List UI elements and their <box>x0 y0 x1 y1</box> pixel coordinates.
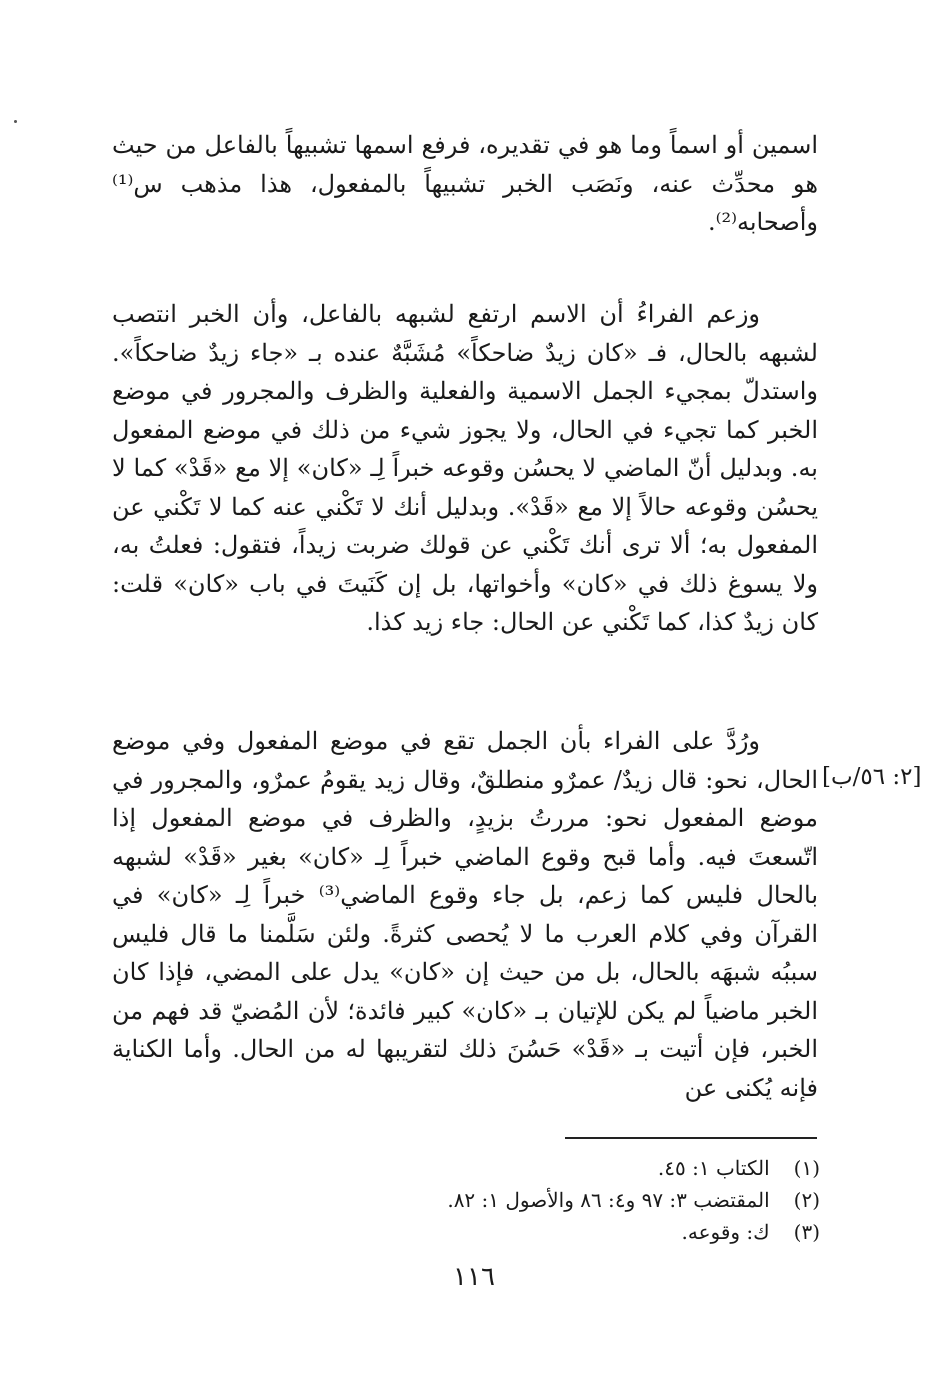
footnote-1 <box>300 1152 820 1184</box>
paragraph-2-text: وزعم الفراءُ أن الاسم ارتفع لشبهه بالفاعل، وأن الخبر انتصب لشبهه بالحال، فـ «كان زيدٌ ضاحكاً» مُشَبَّهٌ عنده بـ «جاء زيدٌ ضاحكاً». واستدلّ بمجيء الجمل الاسمية والفعلية والظرف والمجرور في موضع الخبر كما تجيء في الحال، ولا يجوز شيء من ذلك في موضع المفعول به. وبدليل أنّ الماضي لا يحسُن وقوعه خبراً لِـ «كان» إلا مع «قَدْ» كما لا يحسُن وقوعه حالاً إلا مع «قَدْ». وبدليل أنك لا تَكْني عنه كما لا تَكْني عن المفعول به؛ ألا ترى أنك تَكْني عن قولك ضربت زيداً، فتقول: فعلتُ به، ولا يسوغ ذلك في «كان» وأخواتها، بل إن كَنَيتَ في باب «كان» قلت: كان زيدٌ كذا، كما تَكْني عن الحال: جاء زيد كذا. <box>112 300 818 636</box>
footnote-separator <box>565 1137 817 1139</box>
manuscript-folio-note: [٢: ٥٦/ب] <box>822 764 922 790</box>
footnotes <box>300 1152 820 1248</box>
scan-speck <box>14 120 17 123</box>
footnote-number: (٢) <box>793 1188 820 1212</box>
paragraph-1 <box>112 126 818 242</box>
footnote-2 <box>300 1184 820 1216</box>
footnote-text: ك: وقوعه. <box>681 1220 770 1244</box>
paragraph-1-text: اسمين أو اسماً وما هو في تقديره، فرفع اسمها تشبيهاً بالفاعل من حيث هو محدِّث عنه، ونَصَب الخبر تشبيهاً بالمفعول، هذا مذهب س⁽¹⁾ وأصحابه⁽²⁾. <box>112 131 818 236</box>
paragraph-3 <box>112 722 818 1107</box>
paragraph-3-text: ورُدَّ على الفراء بأن الجمل تقع في موضع المفعول وفي موضع الحال، نحو: قال زيدٌ/ عمرٌو منطلقٌ، وقال زيد يقومُ عمرٌو، والمجرور في موضع المفعول نحو: مررتُ بزيدٍ، والظرف في موضع المفعول إذا اتّسعتَ فيه. وأما قبح وقوع الماضي خبراً لِـ «كان» بغير «قَدْ» لشبهه بالحال فليس كما زعم، بل جاء وقوع الماضي⁽³⁾ خبراً لِـ «كان» في القرآن وفي كلام العرب ما لا يُحصى كثرةً. ولئن سَلَّمنا ما قال فليس سببُه شبهَه بالحال، بل من حيث إن «كان» يدل على المضي، فإذا كان الخبر ماضياً لم يكن للإتيان بـ «كان» كبير فائدة؛ لأن المُضيّ قد فهم من الخبر، فإن أتيت بـ «قَدْ» حَسُنَ ذلك لتقريبها له من الحال. وأما الكناية فإنه يُكنى عن <box>112 727 819 1102</box>
page-number: ١١٦ <box>453 1262 495 1292</box>
footnote-text: الكتاب ١: ٤٥. <box>657 1156 770 1180</box>
footnote-number: (٣) <box>793 1220 820 1244</box>
footnote-3 <box>300 1216 820 1248</box>
footnote-number: (١) <box>793 1156 820 1180</box>
footnote-text: المقتضب ٣: ٩٧ و٤: ٨٦ والأصول ١: ٨٢. <box>447 1188 770 1212</box>
paragraph-2 <box>112 295 818 642</box>
